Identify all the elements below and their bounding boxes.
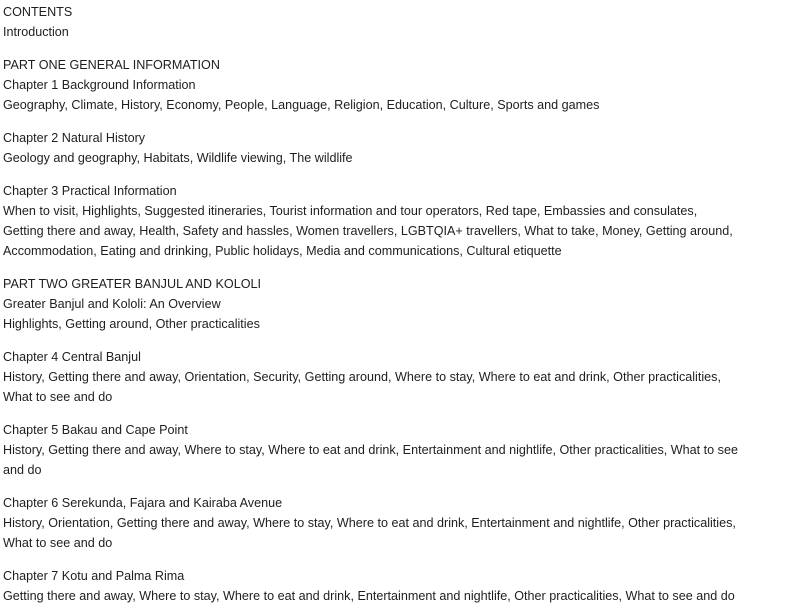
chapter-7-title: Chapter 7 Kotu and Palma Rima	[3, 569, 185, 583]
contents-heading: CONTENTS	[3, 5, 73, 19]
chapter-1-title: Chapter 1 Background Information	[3, 78, 196, 92]
chapter-3-topics-line: Accommodation, Eating and drinking, Public holidays, Media and communications, Cultural etiquette	[3, 244, 562, 258]
chapter-5-topics-line: and do	[3, 463, 42, 477]
intro-entry: Introduction	[3, 25, 69, 39]
chapter-4-topics-line: History, Getting there and away, Orientation, Security, Getting around, Where to stay, Where to eat and drink, Other practicalities,	[3, 370, 721, 384]
part-one-title: PART ONE GENERAL INFORMATION	[3, 58, 220, 72]
chapter-7-topics-line: Getting there and away, Where to stay, Where to eat and drink, Entertainment and nightlife, Other practicalities, What to see and do	[3, 589, 735, 603]
chapter-2-topics: Geology and geography, Habitats, Wildlife viewing, The wildlife	[3, 151, 353, 165]
chapter-6-topics-line: What to see and do	[3, 536, 113, 550]
chapter-2-title: Chapter 2 Natural History	[3, 131, 146, 145]
chapter-4-title: Chapter 4 Central Banjul	[3, 350, 141, 364]
overview-title: Greater Banjul and Kololi: An Overview	[3, 297, 221, 311]
chapter-6-topics-line: History, Orientation, Getting there and away, Where to stay, Where to eat and drink, Entertainment and nightlife, Other practicalities,	[3, 516, 736, 530]
part-two-title: PART TWO GREATER BANJUL AND KOLOLI	[3, 277, 261, 291]
chapter-3-topics-line: Getting there and away, Health, Safety and hassles, Women travellers, LGBTQIA+ travellers, What to take, Money, Getting around,	[3, 224, 733, 238]
overview-topics: Highlights, Getting around, Other practicalities	[3, 317, 260, 331]
chapter-6-title: Chapter 6 Serekunda, Fajara and Kairaba Avenue	[3, 496, 283, 510]
chapter-3-topics-line: When to visit, Highlights, Suggested itineraries, Tourist information and tour operators, Red tape, Embassies and consulates,	[3, 204, 698, 218]
chapter-1-topics: Geography, Climate, History, Economy, People, Language, Religion, Education, Culture, Sports and games	[3, 98, 600, 112]
chapter-5-topics-line: History, Getting there and away, Where to stay, Where to eat and drink, Entertainment and nightlife, Other practicalities, What to see	[3, 443, 738, 457]
chapter-3-title: Chapter 3 Practical Information	[3, 184, 177, 198]
chapter-4-topics-line: What to see and do	[3, 390, 113, 404]
chapter-5-title: Chapter 5 Bakau and Cape Point	[3, 423, 188, 437]
